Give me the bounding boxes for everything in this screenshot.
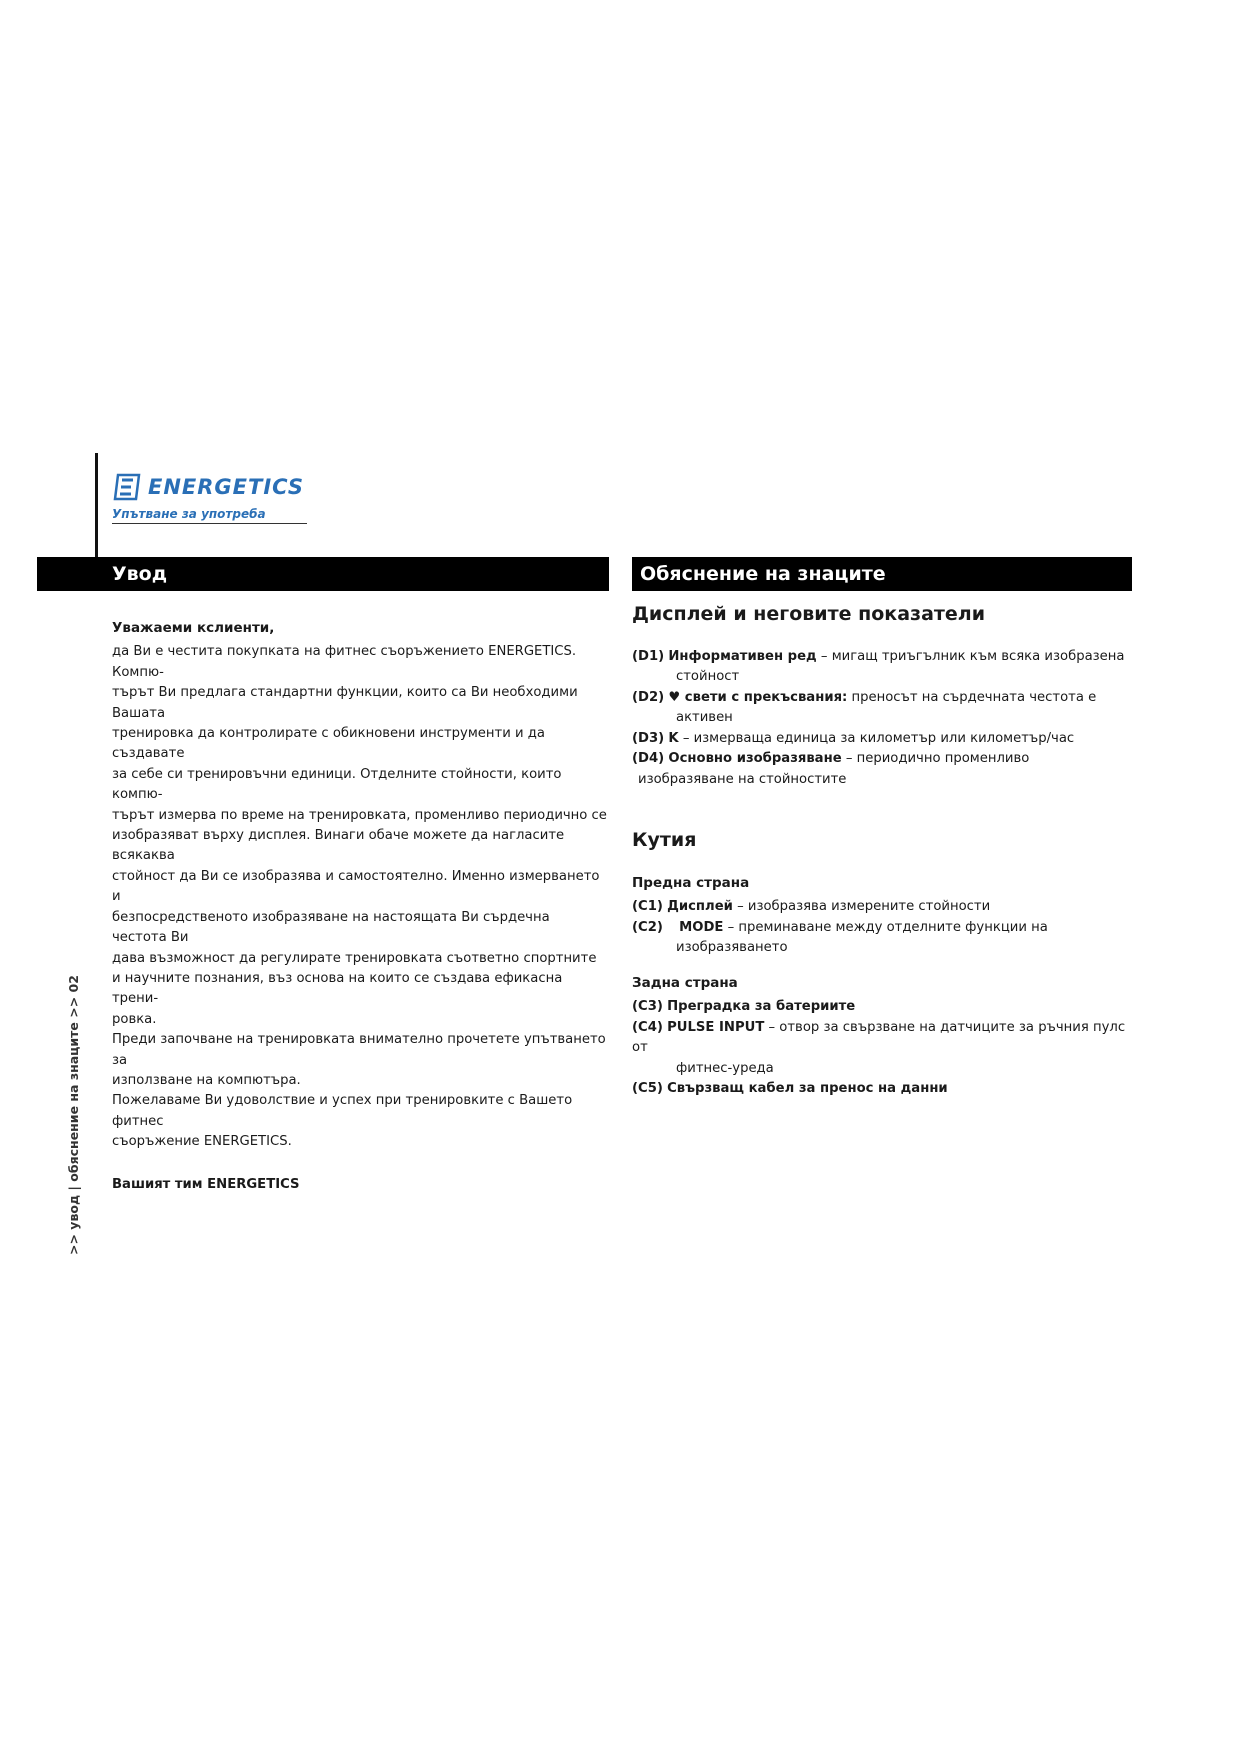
item-cont: стойност: [676, 669, 740, 684]
intro-line: тренировка да контролирате с обикновени инструменти и да създавате: [112, 726, 545, 762]
item-desc: – измерваща единица за километър или километър/час: [678, 730, 1075, 746]
item-term: K: [668, 730, 679, 746]
item-term: PULSE INPUT: [667, 1019, 765, 1035]
list-item: [632, 749, 1132, 790]
display-heading: Дисплей и неговите показатели: [632, 603, 986, 625]
intro-line: стойност да Ви се изобразява и самостоятелно. Именно измерването и: [112, 868, 600, 905]
intro-line: дава възможност да регулирате тренировката съответно спортните: [112, 950, 597, 966]
section-title-intro: Увод: [37, 557, 609, 591]
item-desc: – преминаване между отделните функции на: [723, 919, 1048, 935]
intro-line: да Ви е честита покупката на фитнес съоръжението ENERGETICS. Компю-: [112, 644, 577, 680]
item-term: Информативен ред: [668, 648, 817, 664]
energetics-logo-icon: [112, 472, 142, 502]
front-heading: Предна страна: [632, 874, 750, 891]
item-term: ♥ свети с прекъсвания:: [668, 689, 848, 705]
item-code: (C4): [632, 1019, 663, 1035]
symbols-column: [632, 604, 1132, 1100]
item-term: Дисплей: [667, 899, 733, 914]
front-list: [632, 897, 1132, 959]
item-term: Преградка за батериите: [667, 999, 856, 1014]
intro-line: и научните познания, въз основа на които се създава ефикасна трени-: [112, 970, 563, 1007]
item-cont: активен: [676, 710, 733, 725]
intro-line: търът Ви предлага стандартни функции, които са Ви необходими Вашата: [112, 685, 578, 721]
signature: Вашият тим ENERGETICS: [112, 1176, 300, 1192]
item-cont: фитнес-уреда: [676, 1060, 774, 1076]
item-code: (D3): [632, 730, 665, 746]
list-item: [632, 918, 1132, 959]
list-item: [632, 997, 1132, 1018]
intro-text: [112, 642, 607, 1152]
item-code: (C5): [632, 1081, 663, 1096]
item-code: (D4): [632, 751, 665, 766]
intro-line: Преди започване на тренировката внимателно прочетете упътването за: [112, 1032, 606, 1068]
intro-line: търът измерва по време на тренировката, променливо периодично се: [112, 807, 607, 823]
item-code: (C2): [632, 919, 663, 935]
intro-line: съоръжение ENERGETICS.: [112, 1134, 292, 1150]
item-code: (D2): [632, 689, 665, 705]
list-item: [632, 647, 1132, 688]
item-desc: преносът на сърдечната честота е: [847, 689, 1097, 705]
item-code: (C1): [632, 899, 663, 914]
manual-subtitle: Упътване за употреба: [112, 507, 307, 524]
item-desc: – периодично променливо: [841, 751, 1030, 766]
list-item: [632, 1079, 1132, 1100]
item-desc: – изобразява измерените стойности: [732, 899, 991, 914]
header-rule: [95, 453, 98, 557]
item-code: (D1): [632, 648, 665, 664]
item-term: Основно изобразяване: [668, 751, 842, 766]
item-term: MODE: [679, 919, 724, 935]
intro-line: за себе си тренировъчни единици. Отделните стойности, които компю-: [112, 766, 562, 803]
list-item: [632, 1018, 1132, 1080]
brand-logo: [112, 470, 307, 524]
back-list: [632, 997, 1132, 1100]
item-term: Свързващ кабел за пренос на данни: [667, 1081, 948, 1096]
list-item: [632, 688, 1132, 729]
greeting: Уважаеми кслиенти,: [112, 620, 275, 636]
box-heading: Кутия: [632, 829, 697, 851]
intro-line: използване на компютъра.: [112, 1072, 301, 1088]
display-list: [632, 647, 1132, 791]
intro-line: изобразяват върху дисплея. Винаги обаче можете да нагласите всякаква: [112, 828, 565, 864]
intro-line: безпосредственото изобразяване на настоящата Ви сърдечна честота Ви: [112, 909, 550, 946]
list-item: [632, 729, 1132, 750]
page-sidebar-label: >> увод | обяснение на знаците >> 02: [66, 975, 81, 1255]
item-code: (C3): [632, 999, 663, 1014]
intro-column: [112, 618, 607, 1195]
item-desc: – отвор за свързване на датчиците за ръчния пулс от: [632, 1019, 1126, 1055]
back-heading: Задна страна: [632, 974, 738, 991]
list-item: [632, 897, 1132, 918]
item-desc: – мигащ триъгълник към всяка изобразена: [816, 648, 1125, 664]
brand-name: ENERGETICS: [148, 475, 304, 499]
item-cont: изобразяване на стойностите: [638, 771, 847, 787]
section-title-symbols: Обяснение на знаците: [632, 557, 1132, 591]
intro-line: ровка.: [112, 1011, 157, 1027]
intro-line: Пожелаваме Ви удоволствие и успех при тренировките с Вашето фитнес: [112, 1093, 573, 1129]
item-cont: изобразяването: [676, 940, 788, 955]
